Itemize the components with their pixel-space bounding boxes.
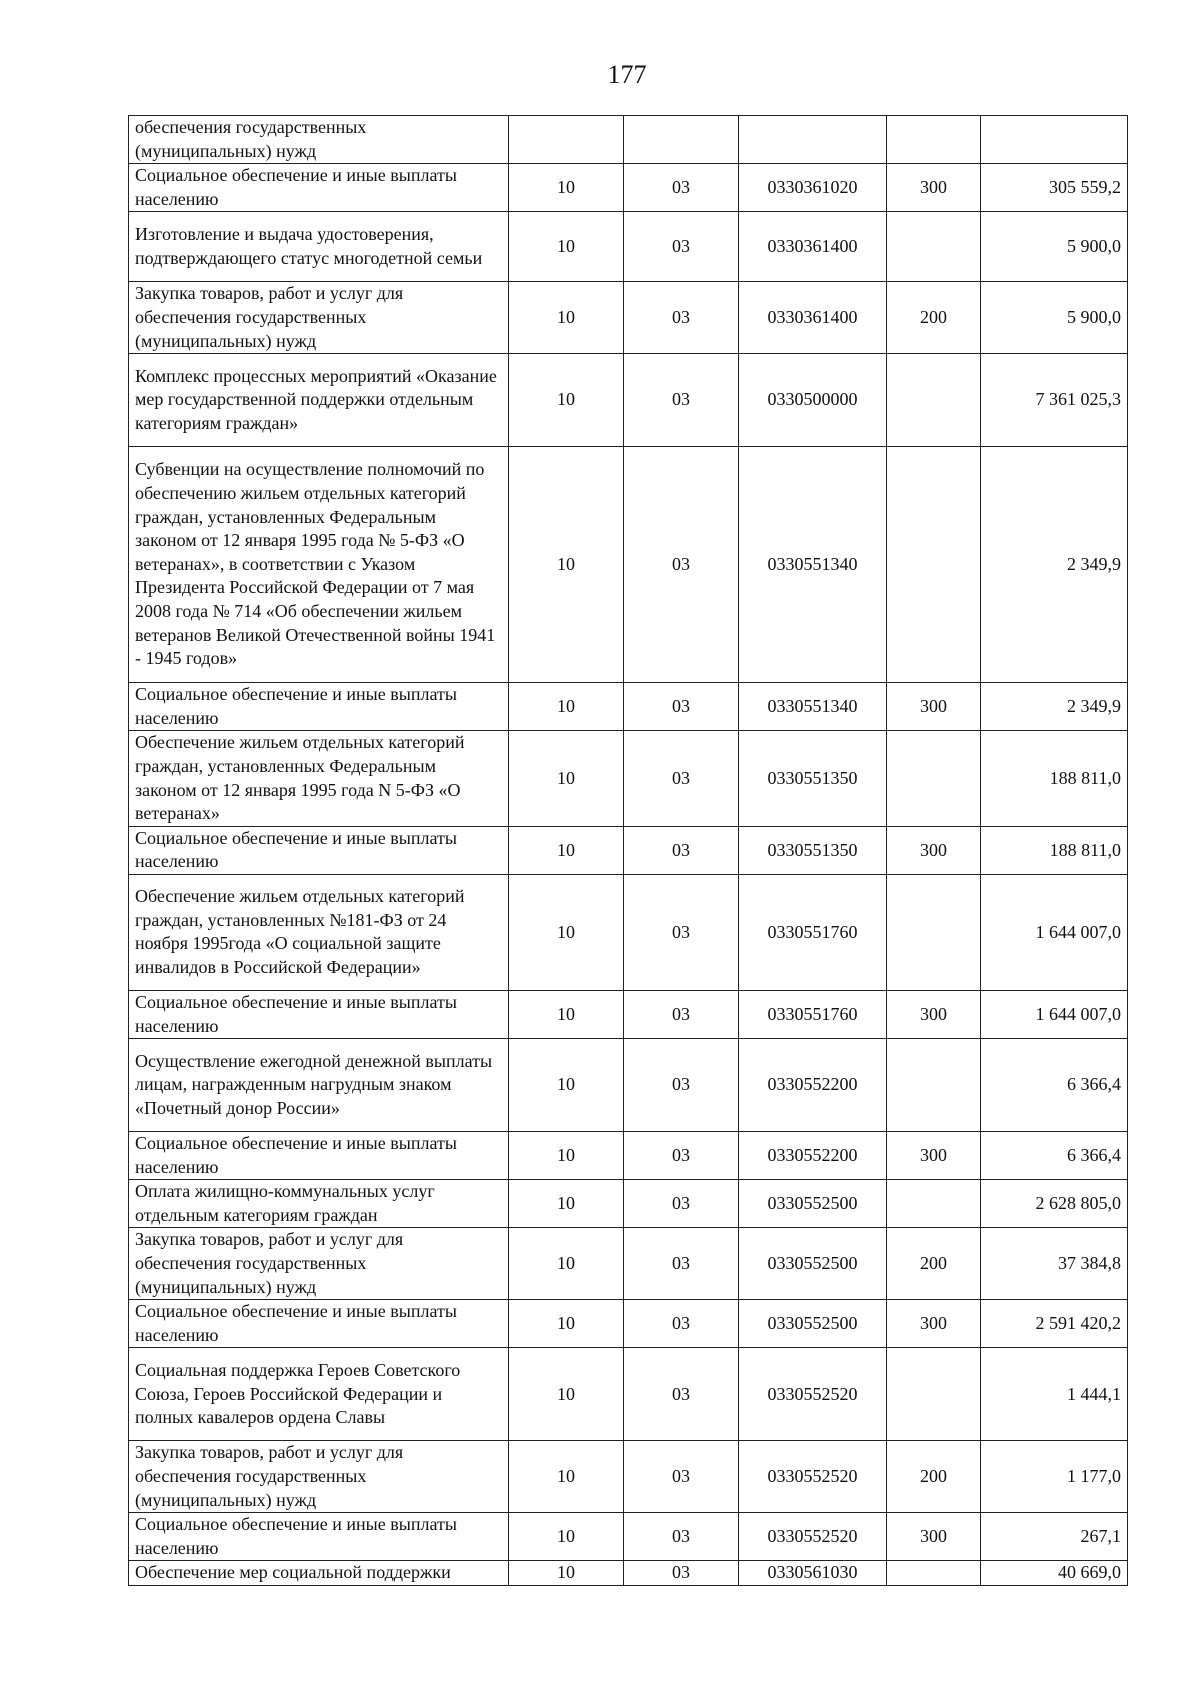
table-row xyxy=(129,826,1128,874)
cell-amount: 305 559,2 xyxy=(981,164,1128,212)
cell-expense-type xyxy=(887,212,981,282)
cell-subsection: 03 xyxy=(624,826,739,874)
table-row xyxy=(129,447,1128,683)
cell-amount: 7 361 025,3 xyxy=(981,354,1128,447)
cell-target-article: 0330552520 xyxy=(739,1348,887,1441)
cell-target-article: 0330552500 xyxy=(739,1300,887,1348)
cell-expense-type: 200 xyxy=(887,1441,981,1513)
table-row xyxy=(129,1132,1128,1180)
budget-table xyxy=(128,115,1128,1586)
cell-amount: 5 900,0 xyxy=(981,212,1128,282)
cell-amount: 1 444,1 xyxy=(981,1348,1128,1441)
cell-amount: 1 644 007,0 xyxy=(981,990,1128,1038)
cell-subsection: 03 xyxy=(624,731,739,826)
cell-target-article: 0330361400 xyxy=(739,282,887,354)
cell-expense-type xyxy=(887,874,981,990)
budget-table-body xyxy=(129,116,1128,1586)
cell-expense-type: 200 xyxy=(887,1228,981,1300)
cell-amount xyxy=(981,116,1128,164)
table-row xyxy=(129,731,1128,826)
table-row xyxy=(129,1441,1128,1513)
table-row xyxy=(129,874,1128,990)
cell-name: Социальное обеспечение и иные выплаты населению xyxy=(129,826,509,874)
cell-amount: 267,1 xyxy=(981,1513,1128,1561)
cell-subsection: 03 xyxy=(624,282,739,354)
cell-target-article: 0330552500 xyxy=(739,1228,887,1300)
table-row xyxy=(129,1228,1128,1300)
cell-expense-type: 300 xyxy=(887,1300,981,1348)
cell-expense-type xyxy=(887,1180,981,1228)
cell-target-article: 0330551350 xyxy=(739,826,887,874)
cell-amount: 1 177,0 xyxy=(981,1441,1128,1513)
table-row xyxy=(129,354,1128,447)
cell-subsection: 03 xyxy=(624,212,739,282)
cell-amount: 188 811,0 xyxy=(981,826,1128,874)
cell-name: Закупка товаров, работ и услуг для обеспечения государственных (муниципальных) нужд xyxy=(129,282,509,354)
cell-name: Социальное обеспечение и иные выплаты населению xyxy=(129,1132,509,1180)
cell-section: 10 xyxy=(509,826,624,874)
cell-amount: 2 591 420,2 xyxy=(981,1300,1128,1348)
cell-expense-type: 300 xyxy=(887,1513,981,1561)
cell-subsection: 03 xyxy=(624,447,739,683)
cell-target-article: 0330551340 xyxy=(739,447,887,683)
cell-target-article: 0330552200 xyxy=(739,1039,887,1132)
cell-amount: 6 366,4 xyxy=(981,1132,1128,1180)
cell-target-article: 0330551350 xyxy=(739,731,887,826)
cell-name: Закупка товаров, работ и услуг для обеспечения государственных (муниципальных) нужд xyxy=(129,1228,509,1300)
cell-section: 10 xyxy=(509,990,624,1038)
cell-section: 10 xyxy=(509,282,624,354)
table-row xyxy=(129,1561,1128,1586)
cell-expense-type xyxy=(887,116,981,164)
table-row xyxy=(129,1039,1128,1132)
cell-target-article: 0330552520 xyxy=(739,1441,887,1513)
cell-subsection: 03 xyxy=(624,1039,739,1132)
cell-amount: 2 628 805,0 xyxy=(981,1180,1128,1228)
cell-subsection xyxy=(624,116,739,164)
cell-name: Обеспечение жильем отдельных категорий граждан, установленных №181-ФЗ от 24 ноября 1995года «О социальной защите инвалидов в Российской Федерации» xyxy=(129,874,509,990)
table-row xyxy=(129,683,1128,731)
cell-expense-type: 300 xyxy=(887,1132,981,1180)
cell-section: 10 xyxy=(509,874,624,990)
cell-subsection: 03 xyxy=(624,1300,739,1348)
table-row xyxy=(129,164,1128,212)
cell-section: 10 xyxy=(509,447,624,683)
cell-amount: 5 900,0 xyxy=(981,282,1128,354)
cell-name: Социальное обеспечение и иные выплаты населению xyxy=(129,1513,509,1561)
cell-name: Обеспечение жильем отдельных категорий граждан, установленных Федеральным законом от 12 января 1995 года N 5-ФЗ «О ветеранах» xyxy=(129,731,509,826)
cell-subsection: 03 xyxy=(624,1561,739,1586)
cell-section: 10 xyxy=(509,1132,624,1180)
cell-name: Обеспечение мер социальной поддержки xyxy=(129,1561,509,1586)
cell-target-article: 0330552200 xyxy=(739,1132,887,1180)
cell-section: 10 xyxy=(509,1039,624,1132)
cell-name: Закупка товаров, работ и услуг для обеспечения государственных (муниципальных) нужд xyxy=(129,1441,509,1513)
cell-target-article: 0330361400 xyxy=(739,212,887,282)
cell-target-article: 0330552520 xyxy=(739,1513,887,1561)
cell-section: 10 xyxy=(509,212,624,282)
cell-section xyxy=(509,116,624,164)
cell-name: Социальное обеспечение и иные выплаты населению xyxy=(129,990,509,1038)
cell-name: Оплата жилищно-коммунальных услуг отдельным категориям граждан xyxy=(129,1180,509,1228)
cell-expense-type: 300 xyxy=(887,826,981,874)
cell-amount: 2 349,9 xyxy=(981,683,1128,731)
cell-section: 10 xyxy=(509,1513,624,1561)
cell-name: Комплекс процессных мероприятий «Оказание мер государственной поддержки отдельным категориям граждан» xyxy=(129,354,509,447)
cell-target-article: 0330552500 xyxy=(739,1180,887,1228)
cell-expense-type xyxy=(887,1348,981,1441)
cell-expense-type: 300 xyxy=(887,990,981,1038)
page-number: 177 xyxy=(607,60,647,89)
cell-name: Социальное обеспечение и иные выплаты населению xyxy=(129,1300,509,1348)
cell-section: 10 xyxy=(509,1228,624,1300)
cell-section: 10 xyxy=(509,1561,624,1586)
cell-subsection: 03 xyxy=(624,683,739,731)
cell-name: Осуществление ежегодной денежной выплаты лицам, награжденным нагрудным знаком «Почетный донор России» xyxy=(129,1039,509,1132)
cell-amount: 6 366,4 xyxy=(981,1039,1128,1132)
table-row xyxy=(129,1180,1128,1228)
cell-expense-type: 300 xyxy=(887,683,981,731)
cell-section: 10 xyxy=(509,354,624,447)
cell-expense-type xyxy=(887,1039,981,1132)
cell-subsection: 03 xyxy=(624,1513,739,1561)
cell-subsection: 03 xyxy=(624,990,739,1038)
cell-target-article: 0330361020 xyxy=(739,164,887,212)
cell-name: Социальное обеспечение и иные выплаты населению xyxy=(129,683,509,731)
cell-section: 10 xyxy=(509,683,624,731)
cell-expense-type xyxy=(887,447,981,683)
cell-target-article: 0330500000 xyxy=(739,354,887,447)
table-row xyxy=(129,1513,1128,1561)
cell-name: Социальная поддержка Героев Советского Союза, Героев Российской Федерации и полных кавалеров ордена Славы xyxy=(129,1348,509,1441)
table-row xyxy=(129,1348,1128,1441)
cell-subsection: 03 xyxy=(624,1228,739,1300)
table-row xyxy=(129,212,1128,282)
table-row xyxy=(129,990,1128,1038)
cell-subsection: 03 xyxy=(624,1180,739,1228)
cell-target-article: 0330561030 xyxy=(739,1561,887,1586)
cell-name: обеспечения государственных (муниципальных) нужд xyxy=(129,116,509,164)
cell-name: Изготовление и выдача удостоверения, подтверждающего статус многодетной семьи xyxy=(129,212,509,282)
cell-subsection: 03 xyxy=(624,874,739,990)
cell-section: 10 xyxy=(509,1441,624,1513)
cell-target-article: 0330551760 xyxy=(739,990,887,1038)
cell-section: 10 xyxy=(509,1180,624,1228)
cell-subsection: 03 xyxy=(624,1441,739,1513)
cell-target-article xyxy=(739,116,887,164)
cell-expense-type xyxy=(887,1561,981,1586)
cell-subsection: 03 xyxy=(624,164,739,212)
table-row xyxy=(129,282,1128,354)
cell-amount: 1 644 007,0 xyxy=(981,874,1128,990)
cell-expense-type xyxy=(887,731,981,826)
cell-subsection: 03 xyxy=(624,1132,739,1180)
cell-section: 10 xyxy=(509,1300,624,1348)
cell-amount: 188 811,0 xyxy=(981,731,1128,826)
table-row xyxy=(129,116,1128,164)
cell-name: Социальное обеспечение и иные выплаты населению xyxy=(129,164,509,212)
cell-name: Субвенции на осуществление полномочий по обеспечению жильем отдельных категорий граждан, установленных Федеральным законом от 12 января 1995 года № 5-ФЗ «О ветеранах», в соответствии с Указом Президента Российской Федерации от 7 мая 2008 года № 714 «Об обеспечении жильем ветеранов Великой Отечественной войны 1941 - 1945 годов» xyxy=(129,447,509,683)
cell-section: 10 xyxy=(509,731,624,826)
cell-amount: 40 669,0 xyxy=(981,1561,1128,1586)
cell-target-article: 0330551340 xyxy=(739,683,887,731)
cell-section: 10 xyxy=(509,1348,624,1441)
cell-expense-type xyxy=(887,354,981,447)
cell-subsection: 03 xyxy=(624,1348,739,1441)
cell-target-article: 0330551760 xyxy=(739,874,887,990)
cell-subsection: 03 xyxy=(624,354,739,447)
cell-amount: 37 384,8 xyxy=(981,1228,1128,1300)
table-row xyxy=(129,1300,1128,1348)
cell-section: 10 xyxy=(509,164,624,212)
cell-expense-type: 200 xyxy=(887,282,981,354)
cell-expense-type: 300 xyxy=(887,164,981,212)
cell-amount: 2 349,9 xyxy=(981,447,1128,683)
